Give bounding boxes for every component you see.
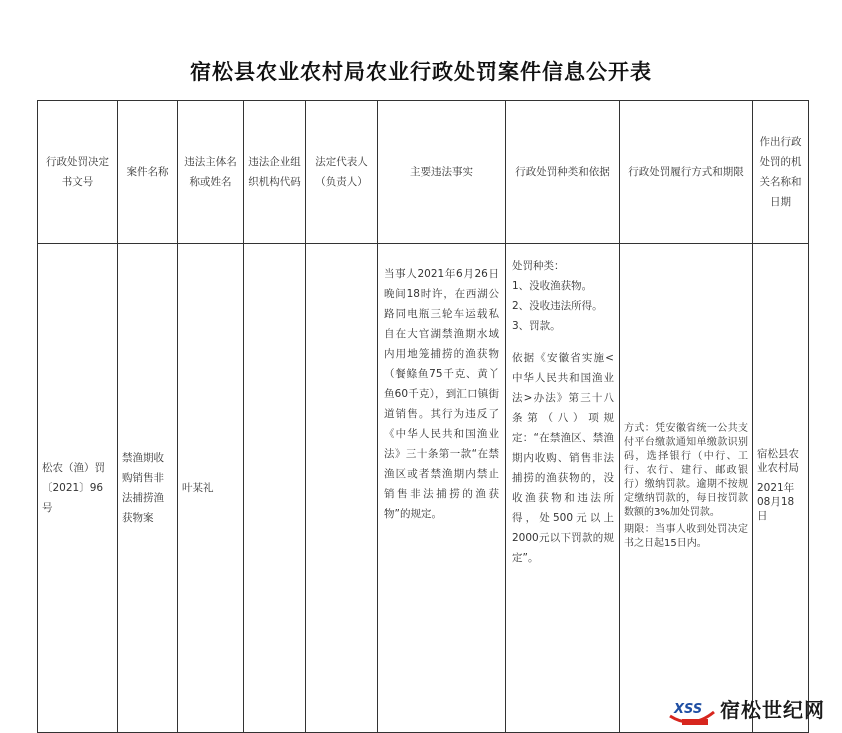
site-name: 宿松世纪网 — [720, 698, 825, 722]
site-logo-icon — [668, 696, 716, 726]
table-row — [38, 244, 809, 733]
header-row — [38, 101, 809, 244]
cell-facts — [378, 244, 506, 733]
penalty-types-label: 处罚种类： — [512, 260, 565, 272]
cell-org — [753, 244, 809, 733]
site-watermark — [668, 690, 838, 730]
cell-org-code — [244, 244, 306, 733]
header-type-basis: 行政处罚种类和依据 — [506, 101, 620, 244]
cell-party: 叶某礼 — [178, 244, 244, 733]
cell-decision-no: 松农（渔）罚〔2021〕96号 — [38, 244, 118, 733]
page-title: 宿松县农业农村局农业行政处罚案件信息公开表 — [190, 59, 652, 84]
header-method: 行政处罚履行方式和期限 — [620, 101, 753, 244]
cell-legal-rep — [306, 244, 378, 733]
payment-deadline: 期限：当事人收到处罚决定书之日起15日内。 — [624, 524, 748, 549]
payment-method: 方式：凭安徽省统一公共支付平台缴款通知单缴款识别码，选择银行（中行、工行、农行、建行、邮政银行）缴纳罚款。逾期不按规定缴纳罚款的，每日按罚款数额的3%加处罚款。 — [624, 423, 748, 518]
header-case-name: 案件名称 — [118, 101, 178, 244]
header-org: 作出行政处罚的机关名称和日期 — [753, 101, 809, 244]
svg-text:XSS: XSS — [674, 702, 703, 717]
penalty-type-item: 3、罚款。 — [512, 320, 561, 332]
penalty-type-item: 2、没收违法所得。 — [512, 300, 603, 312]
cell-method — [620, 244, 753, 733]
penalty-type-item: 1、没收渔获物。 — [512, 280, 593, 292]
header-decision-no: 行政处罚决定书文号 — [38, 101, 118, 244]
cell-case-name: 禁渔期收购销售非法捕捞渔获物案 — [118, 244, 178, 733]
header-party: 违法主体名称或姓名 — [178, 101, 244, 244]
penalty-info-table — [37, 100, 809, 733]
penalty-basis: 依据《安徽省实施<中华人民共和国渔业法>办法》第三十八条第（八）项规定：“在禁渔区、禁渔期内收购、销售非法捕捞的渔获物的，没收渔获物和违法所得，处500元以上2000元以下罚款的规定”。 — [512, 352, 614, 564]
org-name: 宿松县农业农村局 — [757, 448, 799, 474]
cell-type-basis — [506, 244, 620, 733]
org-date: 2021年08月18日 — [757, 482, 795, 522]
facts-text: 当事人2021年6月26日晚间18时许，在西湖公路同电瓶三轮车运载私自在大官湖禁渔期水域内用地笼捕捞的渔获物（餐鲦鱼75千克、黄丫鱼60千克），到汇口镇街道销售。其行为违反了《中华人民共和国渔业法》三十条第一款“在禁渔区或者禁渔期内禁止销售非法捕捞的渔获物”的规定。 — [384, 268, 499, 520]
header-facts: 主要违法事实 — [378, 101, 506, 244]
header-org-code: 违法企业组织机构代码 — [244, 101, 306, 244]
header-legal-rep: 法定代表人（负责人） — [306, 101, 378, 244]
